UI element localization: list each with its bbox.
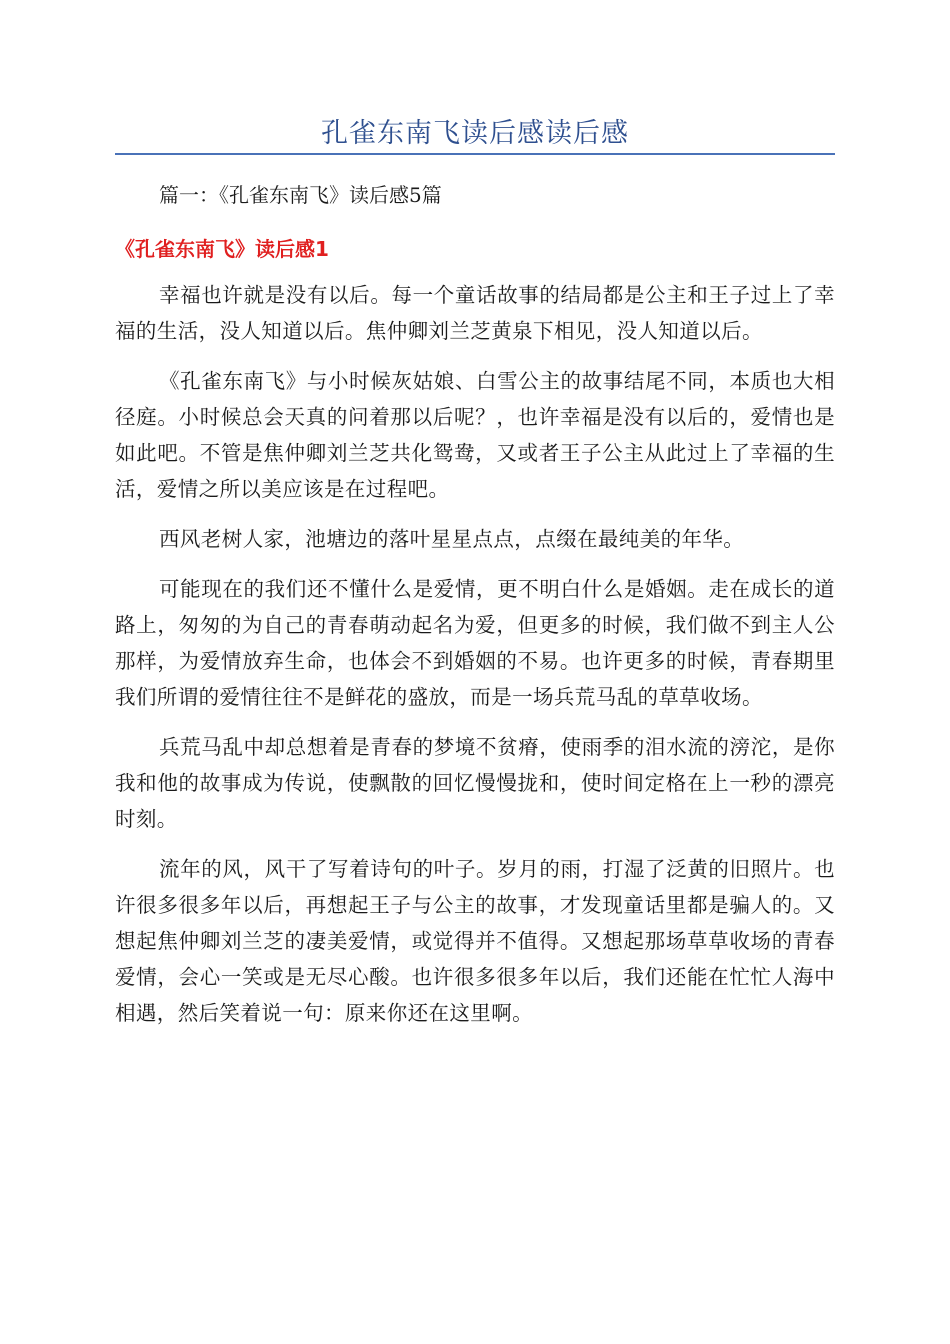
- body-paragraph: 可能现在的我们还不懂什么是爱情，更不明白什么是婚姻。走在成长的道路上，匆匆的为自己的青春萌动起名为爱，但更多的时候，我们做不到主人公那样，为爱情放弃生命，也体会不到婚姻的不易。也许更多的时候，青春期里我们所谓的爱情往往不是鲜花的盛放，而是一场兵荒马乱的草草收场。: [115, 577, 835, 709]
- body-paragraph: 兵荒马乱中却总想着是青春的梦境不贫瘠，使雨季的泪水流的滂沱，是你我和他的故事成为传说，使飘散的回忆慢慢拢和，使时间定格在上一秒的漂亮时刻。: [115, 735, 835, 831]
- body-paragraph: 西风老树人家，池塘边的落叶星星点点，点缀在最纯美的年华。: [159, 527, 745, 551]
- section-heading: 《孔雀东南飞》读后感1: [115, 237, 329, 261]
- document-title: 孔雀东南飞读后感读后感: [321, 118, 629, 149]
- document-body: [115, 277, 835, 1045]
- title-underline: [115, 153, 835, 155]
- body-paragraph: 《孔雀东南飞》与小时候灰姑娘、白雪公主的故事结尾不同，本质也大相径庭。小时候总会天真的问着那以后呢？，也许幸福是没有以后的，爱情也是如此吧。不管是焦仲卿刘兰芝共化鸳鸯，又或者王子公主从此过上了幸福的生活，爱情之所以美应该是在过程吧。: [115, 369, 835, 501]
- body-paragraph: 流年的风，风干了写着诗句的叶子。岁月的雨，打湿了泛黄的旧照片。也许很多很多年以后，再想起王子与公主的故事，才发现童话里都是骗人的。又想起焦仲卿刘兰芝的凄美爱情，或觉得并不值得。又想起那场草草收场的青春爱情，会心一笑或是无尽心酸。也许很多很多年以后，我们还能在忙忙人海中相遇，然后笑着说一句：原来你还在这里啊。: [115, 857, 835, 1025]
- body-paragraph: 幸福也许就是没有以后。每一个童话故事的结局都是公主和王子过上了幸福的生活，没人知道以后。焦仲卿刘兰芝黄泉下相见，没人知道以后。: [115, 283, 835, 343]
- document-subtitle: 篇一：《孔雀东南飞》读后感5篇: [159, 183, 442, 207]
